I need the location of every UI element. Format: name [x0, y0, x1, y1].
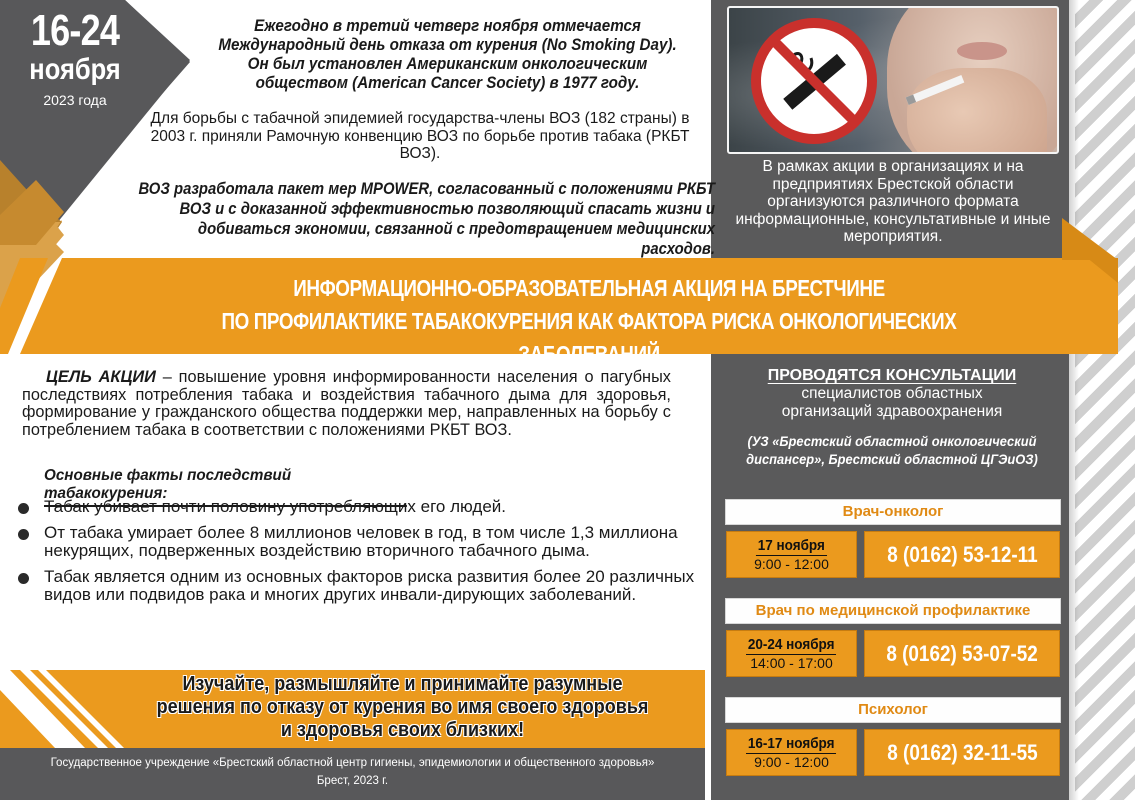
lips-shape: [957, 42, 1007, 60]
no-smoking-icon: [751, 18, 877, 144]
date-year: 2023 года: [43, 92, 107, 108]
banner-title: [155, 272, 1023, 371]
photo-caption: В рамках акции в организациях и на предприятиях Брестской области организуются различного формата информационные, консультативные и иные мероприятия.: [735, 158, 1051, 245]
banner-line-2: ПО ПРОФИЛАКТИКЕ ТАБАКОКУРЕНИЯ КАК ФАКТОРА РИСКА ОНКОЛОГИЧЕСКИХ ЗАБОЛЕВАНИЙ: [221, 308, 957, 367]
banner-line-1: ИНФОРМАЦИОННО-ОБРАЗОВАТЕЛЬНАЯ АКЦИЯ НА БРЕСТЧИНЕ: [293, 275, 885, 301]
footer: [0, 748, 705, 800]
hand-shape: [907, 68, 1047, 154]
consultations-heading: ПРОВОДЯТСЯ КОНСУЛЬТАЦИИ: [767, 367, 1017, 384]
intro-no-smoking-day: Ежегодно в третий четверг ноября отмечается Международный день отказа от курения (No Smoking Day). Он был установлен Американским онкологическим обществом (American Cancer Society) в 1977 году.: [218, 17, 677, 92]
consultations-sub1: специалистов областных: [801, 385, 983, 402]
goal-lead: ЦЕЛЬ АКЦИИ: [46, 367, 156, 386]
campaign-goal: [22, 368, 671, 438]
footer-place-year: Брест, 2023 г.: [316, 775, 389, 787]
phone-psychologist[interactable]: 8 (0162) 32-11-55: [864, 729, 1060, 776]
intro-who-convention: Для борьбы с табачной эпидемией государства-члены ВОЗ (182 страны) в 2003 г. приняли Рамочную конвенцию ВОЗ по борьбе против табака (РКБТ ВОЗ).: [150, 110, 690, 162]
date-block: [0, 8, 150, 108]
goal-text: – повышение уровня информированности населения о пагубных последствиях потребления табака и воздействия табачного дыма для здоровья, формирование у гражданского общества поддержки мер, направленных на борьбу с потреблением табака в соответствии с положениями РКБТ ВОЗ.: [22, 367, 671, 439]
cta-stripes: [0, 670, 130, 748]
specialist-date-oncologist: 17 ноября 9:00 - 12:00: [726, 531, 857, 578]
bullet-icon: [18, 529, 29, 540]
intro-mpower: ВОЗ разработала пакет мер MPOWER, согласованный с положениями РКБТ ВОЗ и с доказанной эффективностью позволяющий спасать жизни и добиваться экономии, связанной с предотвращением медицинских расходов.: [138, 180, 716, 258]
specialist-role-prevention: Врач по медицинской профилактике: [725, 598, 1061, 624]
bullet-icon: [18, 503, 29, 514]
specialist-role-oncologist: Врач-онколог: [725, 499, 1061, 525]
facts-title: Основные факты последствий табакокурения:: [44, 467, 407, 507]
decorative-stripes: [1075, 0, 1135, 800]
phone-oncologist[interactable]: 8 (0162) 53-12-11: [864, 531, 1060, 578]
footer-org: Государственное учреждение «Брестский областной центр гигиены, эпидемиологии и общественного здоровья»: [50, 757, 655, 769]
fact-item: От табака умирает более 8 миллионов человек в год, в том числе 1,3 миллиона некурящих, подверженных воздействию вторичного табачного дыма.: [14, 524, 704, 561]
consultations-sub2: организаций здравоохранения: [781, 403, 1003, 420]
specialist-role-psychologist: Психолог: [725, 697, 1061, 723]
date-month: ноября: [29, 53, 121, 86]
fact-item: Табак является одним из основных факторов риска развития более 20 различных видов или подвидов рака и многих других инвали-дирующих заболеваний.: [14, 568, 704, 605]
consultations-header: [727, 367, 1057, 468]
specialist-date-prevention: 20-24 ноября 14:00 - 17:00: [726, 630, 857, 677]
call-to-action-text: Изучайте, размышляйте и принимайте разумные решения по отказу от курения во имя своего здоровья и здоровья своих близких!: [156, 673, 649, 741]
phone-prevention[interactable]: 8 (0162) 53-07-52: [864, 630, 1060, 677]
consultations-orgs: (УЗ «Брестский областной онкологический диспансер», Брестский областной ЦГЭиОЗ): [746, 433, 1038, 467]
facts-list: [14, 498, 704, 612]
date-range: 16-24: [30, 6, 120, 55]
bullet-icon: [18, 573, 29, 584]
banner-fold: [1062, 218, 1122, 260]
specialist-date-psychologist: 16-17 ноября 9:00 - 12:00: [726, 729, 857, 776]
no-smoking-photo: [727, 6, 1059, 154]
fact-item: Табак убивает почти половину употребляющих его людей.: [14, 498, 704, 517]
